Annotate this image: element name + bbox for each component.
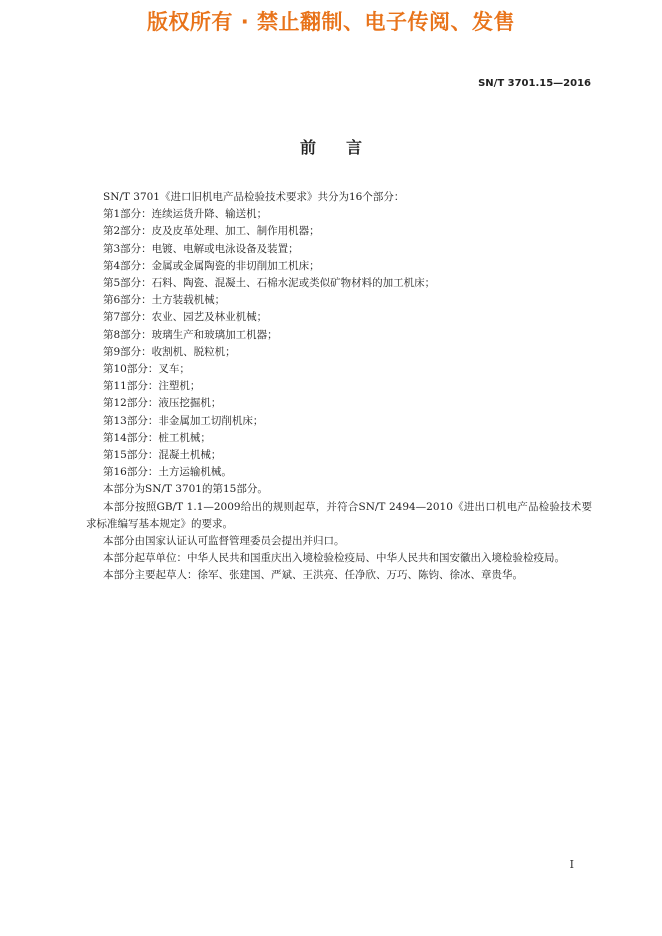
paragraph: 第3部分：电镀、电解或电泳设备及装置； xyxy=(103,242,299,255)
paragraph: 第4部分：金属或金属陶瓷的非切削加工机床； xyxy=(103,259,320,272)
paragraph: 第16部分：土方运输机械。 xyxy=(103,466,232,479)
page-number: I xyxy=(569,858,574,871)
paragraph: SN/T 3701《进口旧机电产品检验技术要求》共分为16个部分： xyxy=(103,191,405,203)
paragraph: 第12部分：液压挖掘机； xyxy=(103,397,222,410)
paragraph: 第2部分：皮及皮革处理、加工、制作用机器； xyxy=(103,225,320,238)
paragraph: 第10部分：叉车； xyxy=(103,363,190,376)
paragraph: 本部分起草单位：中华人民共和国重庆出入境检验检疫局、中华人民共和国安徽出入境检验检疫局。 xyxy=(103,552,565,565)
paragraph: 第7部分：农业、园艺及林业机械； xyxy=(103,311,268,324)
paragraph: 第1部分：连续运货升降、输送机； xyxy=(103,208,268,221)
paragraph: 第5部分：石料、陶瓷、混凝土、石棉水泥或类似矿物材料的加工机床； xyxy=(103,277,436,290)
paragraph: 第14部分：桩工机械； xyxy=(103,431,211,444)
paragraph: 本部分按照GB/T 1.1—2009给出的规则起草，并符合SN/T 2494—2010《进出口机电产品检验技术要求标准编写基本规定》的要求。 xyxy=(86,500,592,530)
foreword-body xyxy=(86,189,592,585)
paragraph: 第9部分：收割机、脱粒机； xyxy=(103,345,236,358)
paragraph: 第8部分：玻璃生产和玻璃加工机器； xyxy=(103,328,278,341)
copyright-watermark: 版权所有 · 禁止翻制、电子传阅、发售 xyxy=(146,10,516,34)
paragraph: 本部分由国家认证认可监督管理委员会提出并归口。 xyxy=(103,535,345,548)
paragraph: 第15部分：混凝土机械； xyxy=(103,449,222,462)
paragraph: 本部分为SN/T 3701的第15部分。 xyxy=(103,483,268,496)
page-title: 前言 xyxy=(299,138,392,157)
paragraph: 第13部分：非金属加工切削机床； xyxy=(103,414,264,427)
paragraph: 第11部分：注塑机； xyxy=(103,380,201,393)
paragraph: 第6部分：土方装载机械； xyxy=(103,294,226,307)
standard-number: SN/T 3701.15—2016 xyxy=(478,78,591,89)
paragraph: 本部分主要起草人：徐军、张建国、严斌、王洪亮、任净欣、万巧、陈钧、徐冰、章贵华。 xyxy=(103,569,523,582)
